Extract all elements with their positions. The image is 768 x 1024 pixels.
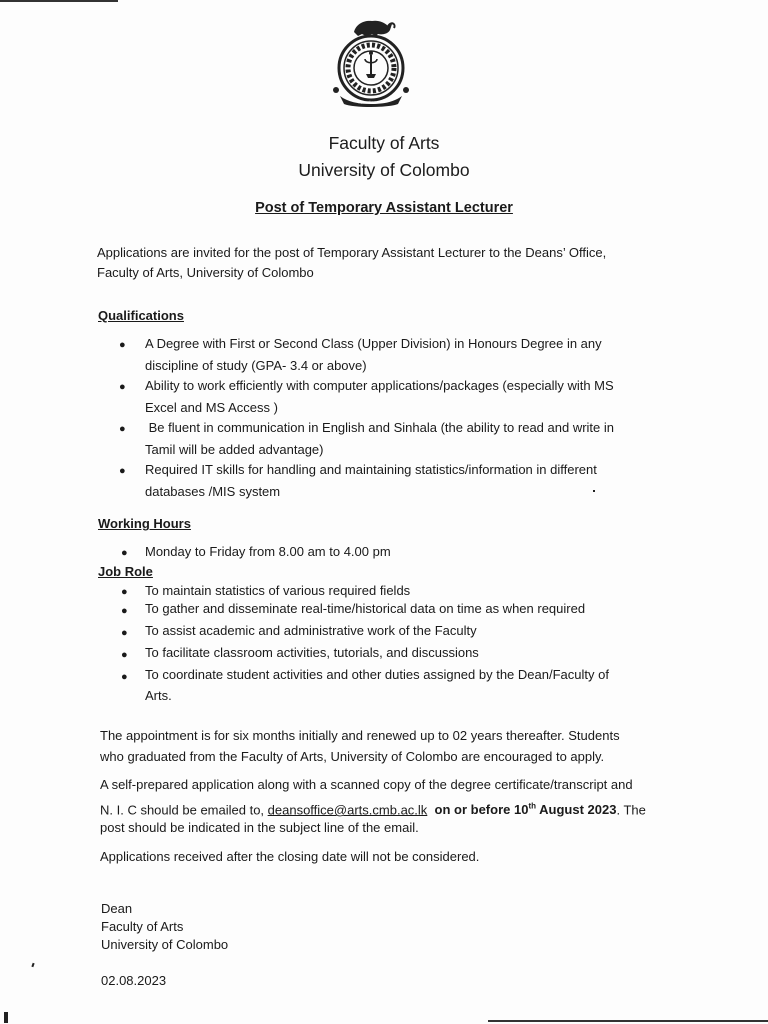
scan-edge-line-bottom <box>488 1020 768 1022</box>
qualification-1-line-2: discipline of study (GPA- 3.4 or above) <box>145 358 367 373</box>
job-role-bullet-5: ● <box>121 671 128 683</box>
qualification-4-line-1: Required IT skills for handling and maintaining statistics/information in different <box>145 462 597 477</box>
dean-office-email: deansoffice@arts.cmb.ac.lk <box>267 802 428 818</box>
job-role-item-3: To assist academic and administrative work of the Faculty <box>145 623 477 638</box>
job-role-item-4: To facilitate classroom activities, tutorials, and discussions <box>145 645 479 660</box>
qualification-bullet-4: ● <box>119 465 126 477</box>
qualification-2-line-2: Excel and MS Access ) <box>145 400 278 415</box>
document-date: 02.08.2023 <box>101 973 167 988</box>
post-title: Post of Temporary Assistant Lecturer <box>255 200 513 216</box>
job-role-item-2: To gather and disseminate real-time/historical data on time as when required <box>145 601 586 616</box>
appointment-line-2: who graduated from the Faculty of Arts, University of Colombo are encouraged to apply. <box>100 749 605 764</box>
qualification-3-line-1: Be fluent in communication in English and Sinhala (the ability to read and write in <box>145 420 614 435</box>
application-line-3: post should be indicated in the subject line of the email. <box>100 820 419 835</box>
working-hours-heading: Working Hours <box>98 516 191 531</box>
application-line-2-lead: N. I. C should be emailed to, <box>100 802 268 818</box>
deadline-month: August 2023 <box>536 802 617 818</box>
job-role-bullet-3: ● <box>121 627 128 639</box>
qualification-1-line-1: A Degree with First or Second Class (Upper Division) in Honours Degree in any <box>145 336 602 351</box>
signature-faculty: Faculty of Arts <box>101 919 184 934</box>
job-role-bullet-2: ● <box>121 605 128 617</box>
job-role-heading: Job Role <box>98 564 153 579</box>
signature-title: Dean <box>101 901 133 916</box>
qualification-bullet-1: ● <box>119 339 126 351</box>
working-hours-bullet: ● <box>121 547 128 559</box>
scan-edge-line-top <box>0 0 118 2</box>
qualification-4-line-2: databases /MIS system <box>145 484 281 499</box>
qualifications-heading: Qualifications <box>98 308 184 323</box>
job-role-bullet-4: ● <box>121 649 128 661</box>
deadline-prefix: on or before 10 <box>434 802 529 818</box>
intro-text-line-1: Applications are invited for the post of Temporary Assistant Lecturer to the Deans’ Office, <box>97 245 607 260</box>
qualification-3-line-2: Tamil will be added advantage) <box>145 442 324 457</box>
intro-text-line-2: Faculty of Arts, University of Colombo <box>97 265 314 280</box>
university-heading: University of Colombo <box>298 160 470 180</box>
scan-mark-bottom-left <box>4 1012 8 1023</box>
working-hours-item: Monday to Friday from 8.00 am to 4.00 pm <box>145 544 391 559</box>
application-line-1: A self-prepared application along with a scanned copy of the degree certificate/transcript and <box>100 777 633 792</box>
qualification-bullet-3: ● <box>119 423 126 435</box>
qualification-bullet-2: ● <box>119 381 126 393</box>
application-line-2-tail: . The <box>616 802 646 818</box>
job-role-item-5-line-2: Arts. <box>145 688 172 703</box>
qualification-2-line-1: Ability to work efficiently with computer applications/packages (especially with MS <box>145 378 614 393</box>
closing-note: Applications received after the closing date will not be considered. <box>100 849 480 864</box>
faculty-heading: Faculty of Arts <box>328 133 440 153</box>
university-crest-logo <box>326 12 416 108</box>
crest-motto: බුද්ධි සර්වත්‍ර භ්‍රාජතේ <box>357 100 385 104</box>
job-role-bullet-1: ● <box>121 586 128 598</box>
job-role-item-1: To maintain statistics of various required fields <box>145 583 411 598</box>
appointment-line-1: The appointment is for six months initially and renewed up to 02 years thereafter. Students <box>100 728 620 743</box>
scan-speck-left <box>31 963 34 967</box>
job-role-item-5-line-1: To coordinate student activities and other duties assigned by the Dean/Faculty of <box>145 667 609 682</box>
deadline-text <box>435 802 617 817</box>
scan-speck-right <box>593 490 595 492</box>
signature-university: University of Colombo <box>101 937 229 952</box>
deadline-suffix: th <box>528 802 537 811</box>
